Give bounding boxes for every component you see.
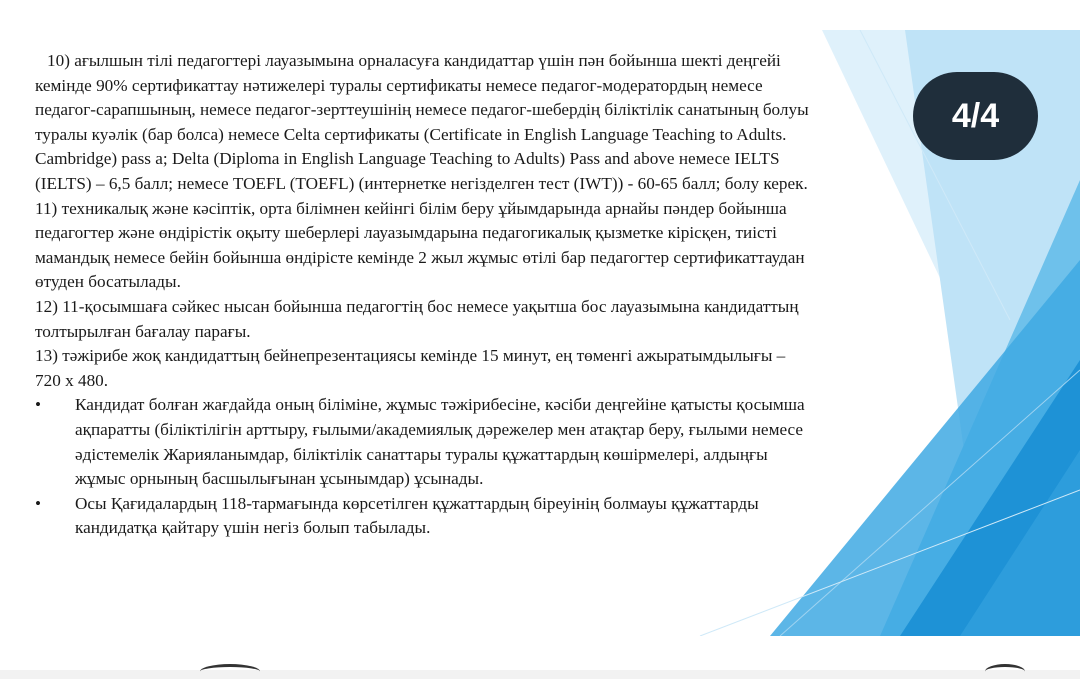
paragraph-12: 12) 11-қосымшаға сәйкес нысан бойынша педагогтің бос немесе уақытша бос лауазымына кандидаттың толтырылған бағалау парағы. bbox=[35, 296, 799, 341]
paragraph-11: 11) техникалық және кәсіптік, орта білімнен кейінгі білім беру ұйымдарында арнайы пәндер бойынша педагогтер және өндірістік оқыту шеберлері лауазымдарына педагогикалық қызметке кірісқен, тиісті мамандық немесе бейін бойынша өндірісте кемінде 2 жыл жұмыс өтілі бар педагогтер сертификаттаудан өтуден босатылады. bbox=[35, 198, 805, 292]
bullet-dot: • bbox=[35, 395, 42, 415]
bullet-dot: • bbox=[35, 493, 42, 513]
slide-body bbox=[35, 49, 810, 541]
bottom-arc-left bbox=[200, 664, 260, 679]
paragraph-13: 13) тәжірибе жоқ кандидаттың бейнепрезентациясы кемінде 15 минут, ең төменгі ажыратымдылығы – 720 х 480. bbox=[35, 346, 786, 390]
bottom-arc-right bbox=[985, 664, 1025, 679]
top-band bbox=[0, 0, 1080, 30]
bullet-item bbox=[35, 393, 810, 491]
bullet-text: Кандидат болған жағдайда оның біліміне, жұмыс тәжірибесіне, кәсіби деңгейіне қатысты қосымша ақпаратты (біліктілігін арттыру, ғылыми/академиялық дәрежелер мен атақтар беру, ғылыми немесе әдістемелік Жарияланымдар, біліктілік санаттары туралы құжаттардың көшірмелері, алдыңғы жұмыс орнының басшылығынан ұсынымдар) ұсынады. bbox=[75, 395, 805, 489]
paragraph-10: 10) ағылшын тілі педагогтері лауазымына орналасуға кандидаттар үшін пән бойынша шекті деңгейі кемінде 90% сертификаттау нәтижелері туралы сертификаты немесе педагог-модератордың немесе педагог-сарапшының, немесе педагог-зерттеушінің немесе педагог-шебердің біліктілік санатының болуы туралы куәлік (бар болса) немесе Celta сертификаты (Certificate in English Language Teaching to Adults. Cambridge) pass a; Delta (Diploma in English Language Teaching to Adults) Pass and above немесе IELTS (IELTS) – 6,5 балл; немесе TOEFL (TOEFL) (интернетке негізделген тест (IWT)) - 60-65 балл; болу керек. bbox=[35, 51, 809, 193]
presentation-slide bbox=[0, 30, 1080, 636]
bullet-item bbox=[35, 492, 810, 541]
bullet-text: Осы Қағидалардың 118-тармағында көрсетілген құжаттардың біреуінің болмауы құжаттарды кандидатқа қайтару үшін негіз болып табылады. bbox=[75, 493, 759, 538]
bottom-band bbox=[0, 636, 1080, 670]
page-indicator-badge bbox=[913, 72, 1038, 160]
page-indicator-text: 4/4 bbox=[951, 96, 1000, 135]
